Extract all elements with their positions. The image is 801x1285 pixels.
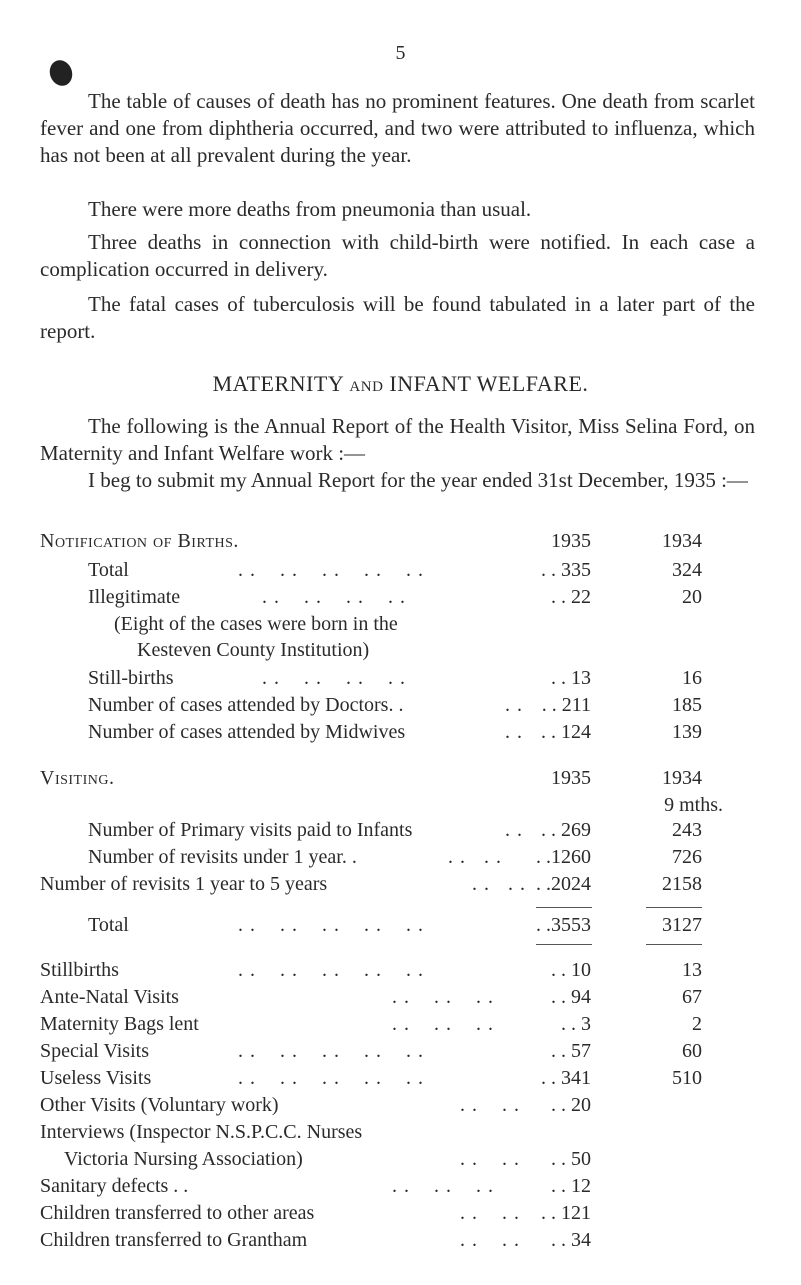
- table-note: Kesteven County Institution): [137, 639, 370, 661]
- table-row: Useless Visits . . . . . . . . . . . . 341 510: [40, 1067, 702, 1089]
- column-subheader: 9 mths.: [664, 794, 723, 816]
- paragraph-tuberculosis: The fatal cases of tuberculosis will be found tabulated in a later part of the report.: [40, 292, 755, 343]
- table-row: Number of Primary visits paid to Infants . . . . 269 243: [88, 819, 702, 841]
- table-note: (Eight of the cases were born in the: [114, 613, 398, 635]
- table-header-births: [0, 528, 801, 555]
- table-row: Number of revisits 1 year to 5 years . . . . . .2024 2158: [40, 873, 702, 895]
- table-row: Stillbirths . . . . . . . . . . . . 10 13: [40, 959, 702, 981]
- sum-rule: [536, 907, 592, 908]
- table-row: Total . . . . . . . . . . . . 335 324: [88, 559, 702, 581]
- sum-rule: [536, 944, 592, 945]
- table-row: Illegitimate . . . . . . . . . . 22 20: [88, 586, 702, 608]
- table-row: Children transferred to Grantham . . . . . . 34: [40, 1229, 591, 1251]
- table-header-visiting: [0, 765, 801, 792]
- section-title: Visiting.: [40, 767, 115, 789]
- table-row: Special Visits . . . . . . . . . . . . 57 60: [40, 1040, 702, 1062]
- table-row: Number of cases attended by Doctors. . . . . . 211 185: [88, 694, 702, 716]
- table-row: Number of cases attended by Midwives . . . . 124 139: [88, 721, 702, 743]
- paragraph-child-birth: Three deaths in connection with child-birth were notified. In each case a complication occurred in delivery.: [40, 230, 755, 281]
- table-row: Victoria Nursing Association) . . . . . . 50: [64, 1148, 591, 1170]
- section-title: Notification of Births.: [40, 530, 239, 552]
- table-row: Children transferred to other areas . . . . . . 121: [40, 1202, 591, 1224]
- page-number: 5: [395, 42, 406, 64]
- column-header: 1934: [662, 530, 702, 552]
- sum-rule: [646, 944, 702, 945]
- table-row: Other Visits (Voluntary work) . . . . . . 20: [40, 1094, 591, 1116]
- sum-rule: [646, 907, 702, 908]
- paragraph-annual-report-intro: The following is the Annual Report of the Health Visitor, Miss Selina Ford, on Maternity and Infant Welfare work :—: [40, 414, 755, 465]
- column-header: 1935: [551, 530, 591, 552]
- table-row: Interviews (Inspector N.S.P.C.C. Nurses: [40, 1121, 363, 1143]
- table-row: Ante-Natal Visits . . . . . . . . 94 67: [40, 986, 702, 1008]
- paragraph-causes-of-death: The table of causes of death has no prominent features. One death from scarlet fever and one from diphtheria occurred, and two were attributed to influenza, which has not been at all prevalent during the year.: [40, 89, 755, 167]
- column-header: 1935: [551, 767, 591, 789]
- table-row: Maternity Bags lent . . . . . . . . 3 2: [40, 1013, 702, 1035]
- section-heading: MATERNITY AND INFANT WELFARE.: [212, 371, 589, 396]
- table-row-total: Total . . . . . . . . . . . .3553 3127: [88, 914, 702, 936]
- table-row: Still-births . . . . . . . . . . 13 16: [88, 667, 702, 689]
- paragraph-submit-report: I beg to submit my Annual Report for the year ended 31st December, 1935 :—: [88, 468, 748, 492]
- column-header: 1934: [662, 767, 702, 789]
- paragraph-pneumonia: There were more deaths from pneumonia than usual.: [88, 197, 532, 221]
- table-row: Sanitary defects . . . . . . . . . . 12: [40, 1175, 591, 1197]
- table-row: Number of revisits under 1 year. . . . . . . .1260 726: [88, 846, 702, 868]
